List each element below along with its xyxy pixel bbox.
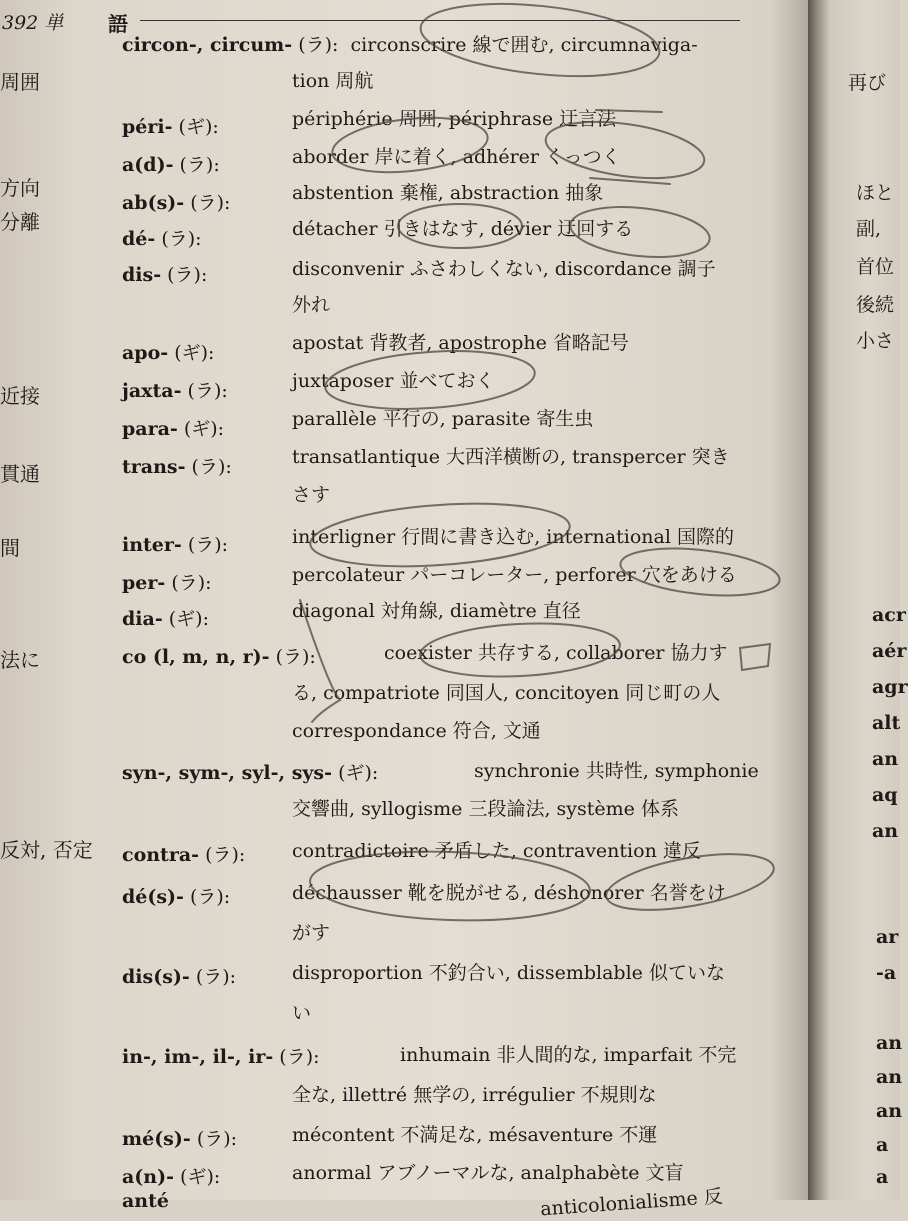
right-page-entry: an bbox=[876, 1032, 903, 1054]
right-page-text: 副, bbox=[856, 218, 882, 240]
entry-examples: synchronie 共時性, symphonie bbox=[474, 760, 759, 782]
entry-continuation: 全な, illettré 無学の, irrégulier 不規則な bbox=[292, 1084, 657, 1106]
entry-de: dé- (ラ): bbox=[122, 228, 202, 250]
entry-examples: périphérie 周囲, périphrase 迂言法 bbox=[292, 108, 617, 130]
entry-examples: déchausser 靴を脱がせる, déshonorer 名誉をけ bbox=[292, 882, 726, 904]
entry-examples: aborder 岸に着く, adhérer くっつく bbox=[292, 146, 621, 168]
entry-prefix: circon-, circum- bbox=[122, 34, 293, 56]
right-page-entry: ar bbox=[876, 926, 899, 948]
entry-des: dé(s)- (ラ): bbox=[122, 886, 231, 908]
margin-note: 法に bbox=[0, 648, 40, 672]
entry-examples: juxtaposer 並べておく bbox=[292, 370, 495, 392]
entry-examples: abstention 棄権, abstraction 抽象 bbox=[292, 182, 604, 204]
entry-continuation: 交響曲, syllogisme 三段論法, système 体系 bbox=[292, 798, 679, 820]
right-page-entry: an bbox=[872, 748, 899, 770]
right-page-entry: alt bbox=[872, 712, 901, 734]
entry-examples: anticolonialisme 反 bbox=[539, 1185, 724, 1221]
right-page-entry: agr bbox=[872, 676, 908, 698]
entry-examples: contradictoire 矛盾した, contravention 違反 bbox=[292, 840, 701, 862]
entry-abs: ab(s)- (ラ): bbox=[122, 192, 231, 214]
right-page-entry: a bbox=[876, 1134, 889, 1156]
section-title: 語 bbox=[108, 12, 128, 36]
right-page-text: 小さ bbox=[856, 330, 895, 352]
right-page-entry: an bbox=[876, 1100, 903, 1122]
entry-examples: parallèle 平行の, parasite 寄生虫 bbox=[292, 408, 594, 430]
right-page-text: 後続 bbox=[856, 294, 895, 316]
entry-circum: circon-, circum- (ラ): circonscrire 線で囲む, circumnaviga- bbox=[122, 34, 698, 56]
entry-dia: dia- (ギ): bbox=[122, 608, 209, 630]
entry-apo: apo- (ギ): bbox=[122, 342, 215, 364]
entry-examples: inhumain 非人間的な, imparfait 不完 bbox=[400, 1044, 737, 1066]
right-page-entry: an bbox=[872, 820, 899, 842]
right-page-text: ほと bbox=[856, 182, 895, 204]
entry-per: per- (ラ): bbox=[122, 572, 212, 594]
entry-peri: péri- (ギ): bbox=[122, 116, 219, 138]
entry-contra: contra- (ラ): bbox=[122, 844, 246, 866]
right-page-entry: -a bbox=[876, 962, 897, 984]
entry-continuation: がす bbox=[292, 922, 331, 944]
header-rule bbox=[140, 20, 740, 21]
right-page-entry: an bbox=[876, 1066, 903, 1088]
entry-continuation: tion 周航 bbox=[292, 70, 374, 92]
entry-examples: circonscrire 線で囲む, circumnaviga- bbox=[350, 34, 698, 56]
entry-examples: anormal アブノーマルな, analphabète 文盲 bbox=[292, 1162, 684, 1184]
entry-continuation: さす bbox=[292, 484, 331, 506]
margin-note: 反対, 否定 bbox=[0, 838, 93, 862]
entry-in: in-, im-, il-, ir- (ラ): bbox=[122, 1046, 320, 1068]
margin-note: 近接 bbox=[0, 384, 40, 408]
right-page bbox=[808, 0, 908, 1200]
right-page-text: 首位 bbox=[856, 256, 895, 278]
entry-examples: diagonal 対角線, diamètre 直径 bbox=[292, 600, 581, 622]
entry-examples: mécontent 不満足な, mésaventure 不運 bbox=[292, 1124, 658, 1146]
entry-continuation: る, compatriote 同国人, concitoyen 同じ町の人 bbox=[292, 682, 721, 704]
entry-an: a(n)- (ギ): bbox=[122, 1166, 221, 1188]
entry-examples: disconvenir ふさわしくない, discordance 調子 bbox=[292, 258, 716, 280]
right-page-entry: aér bbox=[872, 640, 907, 662]
entry-co: co (l, m, n, r)- (ラ): bbox=[122, 646, 316, 668]
margin-note: 方向 bbox=[0, 176, 40, 200]
entry-continuation: い bbox=[292, 1002, 312, 1024]
entry-diss: dis(s)- (ラ): bbox=[122, 966, 237, 988]
margin-note: 分離 bbox=[0, 210, 40, 234]
entry-examples: détacher 引きはなす, dévier 迂回する bbox=[292, 218, 634, 240]
entry-continuation: correspondance 符合, 文通 bbox=[292, 720, 541, 742]
margin-note: 間 bbox=[0, 536, 20, 560]
margin-note: 貫通 bbox=[0, 462, 40, 486]
page-number: 392 単 bbox=[2, 12, 64, 34]
box-mark bbox=[740, 644, 770, 670]
entry-examples: disproportion 不釣合い, dissemblable 似ていな bbox=[292, 962, 725, 984]
book-gutter bbox=[770, 0, 810, 1200]
entry-ante: anté bbox=[122, 1190, 169, 1212]
entry-mes: mé(s)- (ラ): bbox=[122, 1128, 238, 1150]
entry-examples: transatlantique 大西洋横断の, transpercer 突き bbox=[292, 446, 730, 468]
right-page-entry: a bbox=[876, 1166, 889, 1188]
entry-dis: dis- (ラ): bbox=[122, 264, 208, 286]
margin-note: 周囲 bbox=[0, 70, 40, 94]
right-page-entry: aq bbox=[872, 784, 898, 806]
entry-examples: percolateur パーコレーター, perforer 穴をあける bbox=[292, 564, 737, 586]
right-page-entry: acr bbox=[872, 604, 906, 626]
entry-syn: syn-, sym-, syl-, sys- (ギ): bbox=[122, 762, 379, 784]
entry-para: para- (ギ): bbox=[122, 418, 225, 440]
entry-inter: inter- (ラ): bbox=[122, 534, 229, 556]
entry-examples: interligner 行間に書き込む, international 国際的 bbox=[292, 526, 734, 548]
entry-ad: a(d)- (ラ): bbox=[122, 154, 220, 176]
entry-examples: coexister 共存する, collaborer 協力す bbox=[384, 642, 728, 664]
entry-jaxta: jaxta- (ラ): bbox=[122, 380, 228, 402]
right-page-text: 再び bbox=[848, 72, 887, 94]
entry-continuation: 外れ bbox=[292, 294, 331, 316]
entry-examples: apostat 背教者, apostrophe 省略記号 bbox=[292, 332, 629, 354]
entry-trans: trans- (ラ): bbox=[122, 456, 232, 478]
